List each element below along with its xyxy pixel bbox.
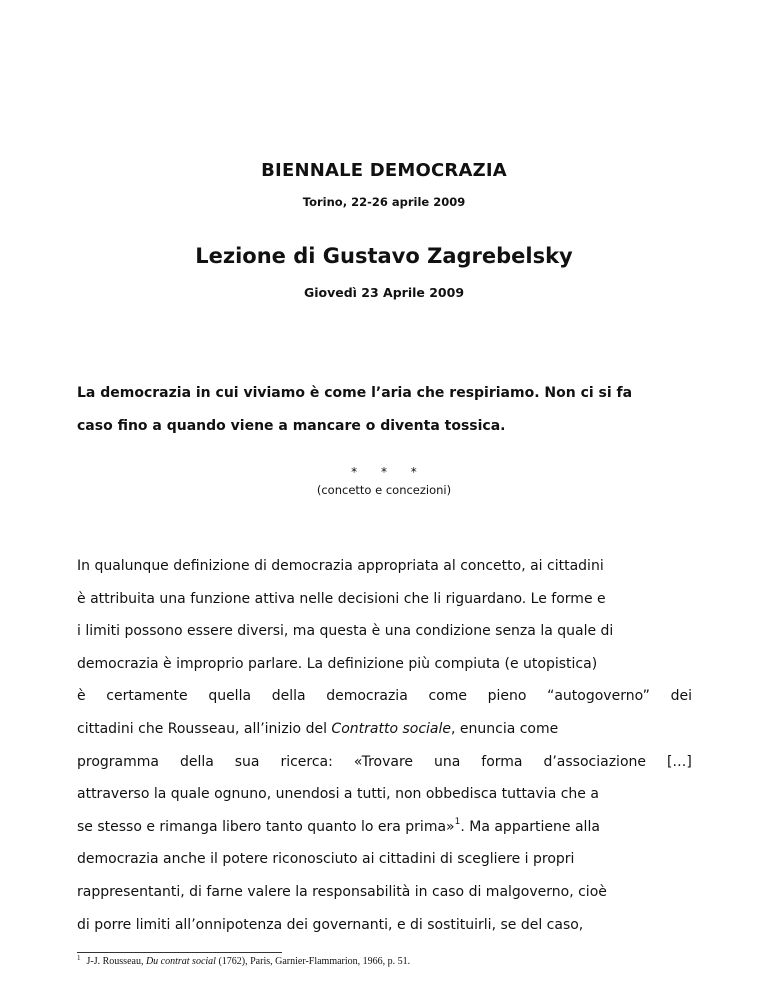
body-word: una [434,753,461,770]
body-line-justified [77,746,692,779]
body-word: della [271,688,306,705]
footnote-reference[interactable]: 1 [454,816,461,827]
body-word: pieno [487,688,527,705]
lecture-date: Giovedì 23 Aprile 2009 [303,285,465,300]
section-separator-stars: * * * [351,465,427,479]
body-line: i limiti possono essere diversi, ma questa è una condizione senza la quale di [77,623,614,640]
footnote-author: J-J. Rousseau, [86,956,146,967]
section-label: (concetto e concezioni) [316,483,452,497]
body-word: democrazia [326,688,408,705]
footnote [77,956,692,967]
body-word: come [428,688,467,705]
event-subtitle: Torino, 22-26 aprile 2009 [302,195,466,209]
footnote-number: 1 [77,954,81,962]
body-line: di porre limiti all’onnipotenza dei governanti, e di sostituirli, se del caso, [77,916,584,933]
footnote-work-title: Du contrat social [145,956,216,967]
body-word: «Trovare [353,753,414,770]
body-word: della [179,753,214,770]
footnote-divider [77,952,282,953]
body-line [77,811,692,844]
body-line: attraverso la quale ognuno, unendosi a tutti, non obbedisca tuttavia che a [77,786,599,803]
body-paragraph [77,550,692,941]
body-word: è [77,688,86,705]
body-word: dei [670,688,692,705]
document-title: BIENNALE DEMOCRAZIA [261,160,507,181]
intro-line: La democrazia in cui viviamo è come l’aria che respiriamo. Non ci si fa [77,385,633,401]
body-word: sua [234,753,260,770]
intro-paragraph [77,377,692,443]
body-line: In qualunque definizione di democrazia appropriata al concetto, ai cittadini [77,558,604,574]
body-word: “autogoverno” [547,688,650,705]
body-word: quella [208,688,252,705]
body-line: è attribuita una funzione attiva nelle decisioni che li riguardano. Le forme e [77,590,606,607]
body-line [77,713,692,746]
body-text-segment: . Ma appartiene alla [460,818,600,835]
body-line: democrazia anche il potere riconosciuto ai cittadini di scegliere i propri [77,851,575,868]
body-word: ricerca: [280,753,333,770]
intro-line: caso fino a quando viene a mancare o diventa tossica. [77,418,506,434]
body-word: […] [666,753,692,770]
body-line-justified [77,680,692,713]
body-line: rappresentanti, di farne valere la responsabilità in caso di malgoverno, cioè [77,883,607,900]
body-word: forma [481,753,523,770]
body-text-segment: , enuncia come [450,720,559,737]
body-line: democrazia è improprio parlare. La definizione più compiuta (e utopistica) [77,655,598,672]
body-word: programma [77,753,159,770]
body-word: d’associazione [543,753,646,770]
footnote-citation: (1762), Paris, Garnier-Flammarion, 1966, p. 51. [215,956,411,967]
body-word: certamente [106,688,188,705]
lecture-heading: Lezione di Gustavo Zagrebelsky [195,244,573,268]
book-title-italic: Contratto sociale [331,720,451,737]
body-text-segment: se stesso e rimanga libero tanto quanto lo era prima» [77,818,455,835]
body-text-segment: cittadini che Rousseau, all’inizio del [77,720,332,737]
